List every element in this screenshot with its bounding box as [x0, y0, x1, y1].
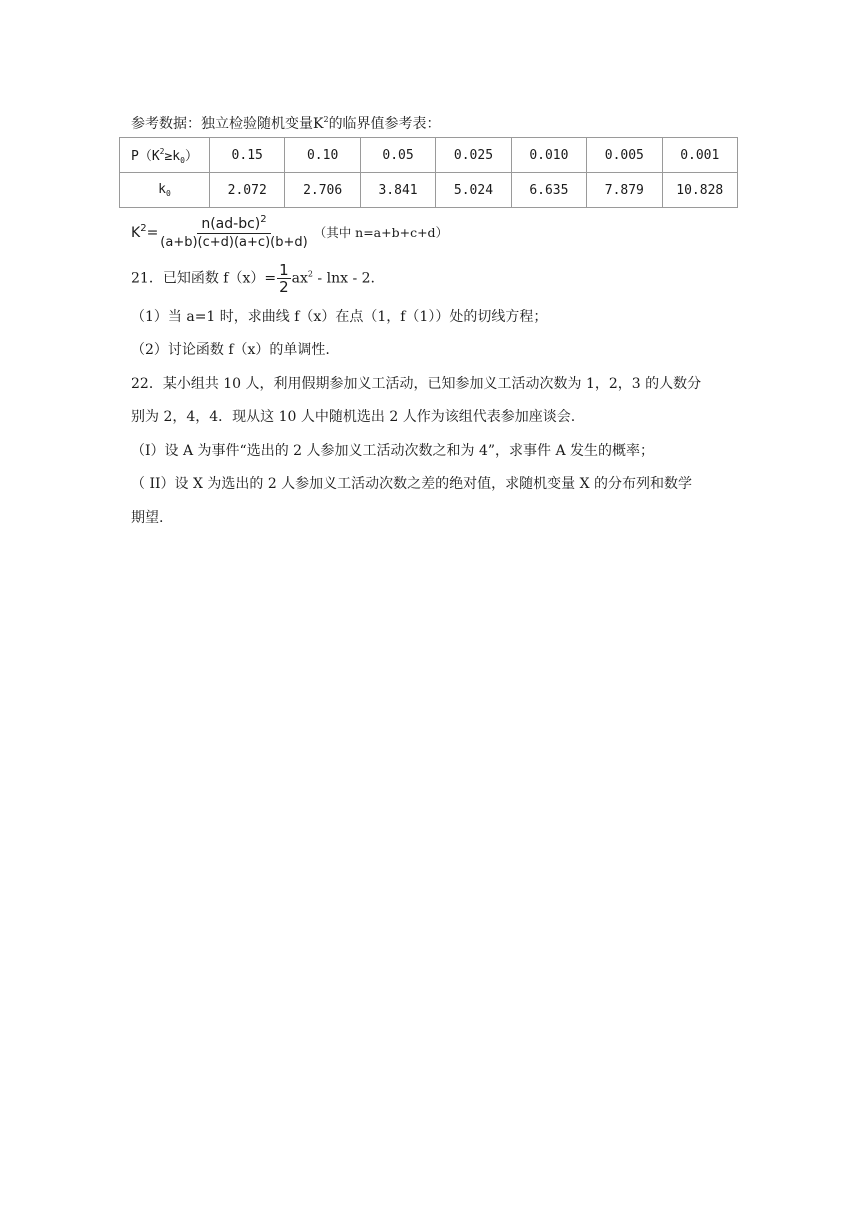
- row-label-p: $P(K^2\ge k_0)$: [120, 138, 210, 173]
- q22-part1: （I）设 A 为事件“选出的 2 人参加义工活动次数之和为 4”，求事件 A 发生的概率；: [131, 443, 655, 459]
- table-cell: 0.001: [662, 138, 737, 173]
- table-row: [120, 138, 738, 173]
- q21-part2: （2）讨论函数 f（x）的单调性.: [131, 342, 330, 358]
- q22-part2-line1: （ II）设 X 为选出的 2 人参加义工活动次数之差的绝对值，求随机变量 X 的分布列和数学: [131, 476, 693, 492]
- table-cell: 2.072: [210, 173, 285, 208]
- table-cell: 2.706: [285, 173, 360, 208]
- q22-stem-line2: 别为 2，4，4．现从这 10 人中随机选出 2 人作为该组代表参加座谈会.: [131, 409, 576, 425]
- chi-square-formula: [131, 212, 448, 252]
- formula-lhs: $K^2=$: [131, 223, 159, 241]
- table-cell: 0.15: [210, 138, 285, 173]
- one-half-fraction: $\frac{1}{2}$: [279, 261, 289, 296]
- table-cell: 0.005: [587, 138, 662, 173]
- intro-sup: 2: [323, 115, 329, 124]
- table-cell: 5.024: [436, 173, 511, 208]
- formula-note: （其中 n=a+b+c+d）: [313, 225, 449, 240]
- table-cell: 0.025: [436, 138, 511, 173]
- q21-stem: 21．已知函数 f（x）= $\frac{1}{2}$ $ax^2$ - lnx - 2.: [131, 261, 375, 296]
- table-cell: 7.879: [587, 173, 662, 208]
- table-cell: 0.010: [511, 138, 586, 173]
- table-cell: 3.841: [360, 173, 435, 208]
- table-cell: 0.10: [285, 138, 360, 173]
- q22-stem-line1: 22．某小组共 10 人，利用假期参加义工活动，已知参加义工活动次数为 1，2，3 的人数分: [131, 376, 702, 392]
- reference-data-intro: [131, 113, 441, 133]
- q22-part2-line2: 期望.: [131, 510, 164, 526]
- intro-text-after: 的临界值参考表：: [328, 116, 441, 132]
- row-label-k: $k_0$: [120, 173, 210, 208]
- q21-part1: （1）当 a=1 时，求曲线 f（x）在点（1，f（1））处的切线方程；: [131, 309, 548, 325]
- formula-numerator: $n(ad-bc)^2$: [197, 214, 270, 234]
- intro-text: 参考数据：独立检验随机变量K: [131, 116, 324, 132]
- table-cell: 0.05: [360, 138, 435, 173]
- table-row: [120, 173, 738, 208]
- table-cell: 6.635: [511, 173, 586, 208]
- critical-value-table: [119, 137, 738, 208]
- table-cell: 10.828: [662, 173, 737, 208]
- formula-denominator: (a+b)(c+d)(a+c)(b+d): [160, 235, 308, 250]
- formula-fraction: [160, 214, 307, 250]
